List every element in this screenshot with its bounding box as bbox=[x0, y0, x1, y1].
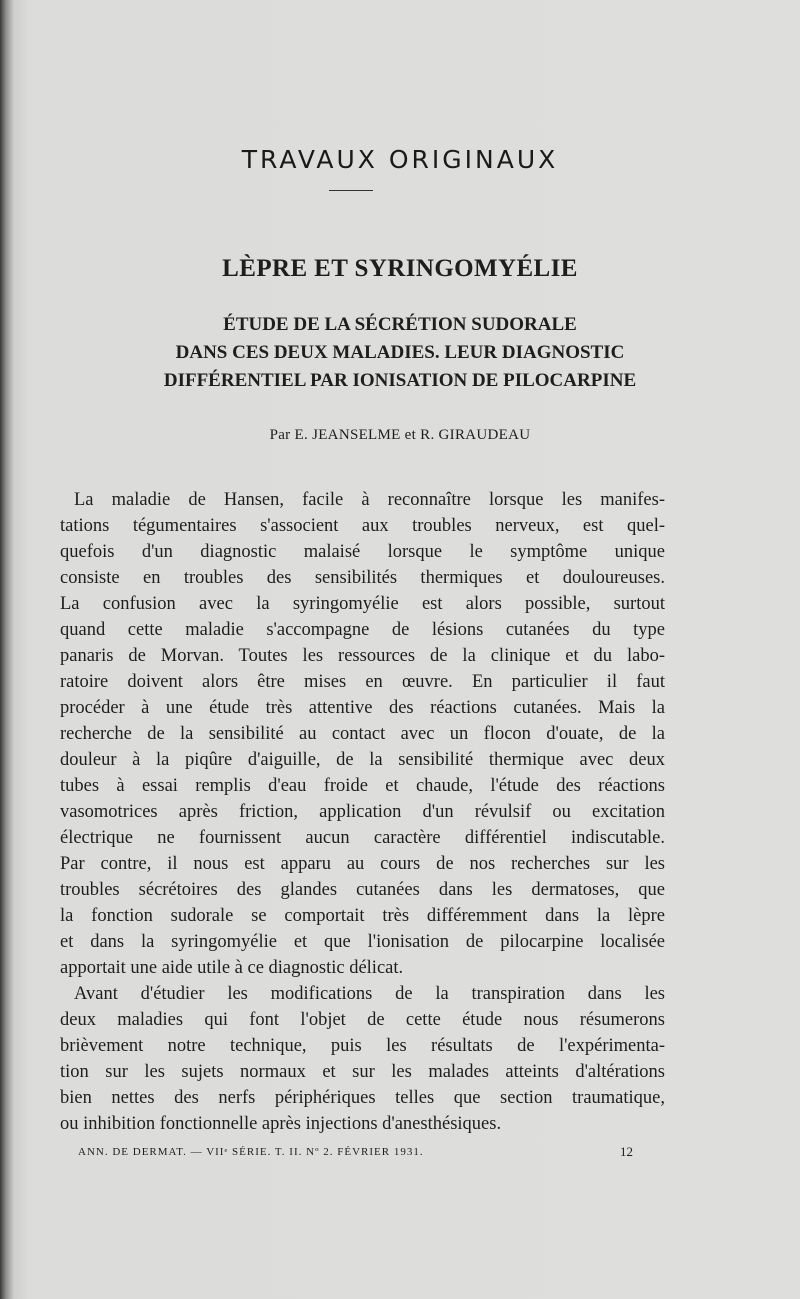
article-title: LÈPRE ET SYRINGOMYÉLIE bbox=[222, 255, 578, 282]
header-rule bbox=[329, 190, 373, 191]
section-header: TRAVAUX ORIGINAUX bbox=[241, 145, 559, 174]
body-line: panaris de Morvan. Toutes les ressources de la clinique et du labo- bbox=[60, 646, 665, 666]
body-line: Avant d'étudier les modifications de la transpiration dans les bbox=[74, 984, 665, 1004]
article-authors: Par E. JEANSELME et R. GIRAUDEAU bbox=[269, 427, 531, 443]
subtitle-line: DIFFÉRENTIEL PAR IONISATION DE PILOCARPINE bbox=[163, 370, 637, 391]
body-line: procéder à une étude très attentive des réactions cutanées. Mais la bbox=[60, 698, 665, 718]
body-line: recherche de la sensibilité au contact avec un flocon d'ouate, de la bbox=[60, 724, 665, 744]
body-line: électrique ne fournissent aucun caractère différentiel indiscutable. bbox=[60, 828, 665, 848]
journal-citation: ANN. DE DERMAT. — VIIᵉ SÉRIE. T. II. Nº 2. FÉVRIER 1931. bbox=[78, 1146, 424, 1158]
body-line: bien nettes des nerfs périphériques telles que section traumatique, bbox=[60, 1088, 665, 1108]
article-body bbox=[60, 487, 665, 1137]
subtitle-line: DANS CES DEUX MALADIES. LEUR DIAGNOSTIC bbox=[175, 342, 625, 363]
body-line: La maladie de Hansen, facile à reconnaître lorsque les manifes- bbox=[74, 490, 665, 510]
subtitle-line: ÉTUDE DE LA SÉCRÉTION SUDORALE bbox=[223, 314, 577, 335]
body-line: quand cette maladie s'accompagne de lésions cutanées du type bbox=[60, 620, 665, 640]
body-line: Par contre, il nous est apparu au cours de nos recherches sur les bbox=[60, 854, 665, 874]
page-number: 12 bbox=[620, 1144, 633, 1159]
paragraph-1 bbox=[60, 487, 665, 981]
body-line: vasomotrices après friction, application d'un révulsif ou excitation bbox=[60, 802, 665, 822]
body-line: tion sur les sujets normaux et sur les malades atteints d'altérations bbox=[60, 1062, 665, 1082]
body-line: douleur à la piqûre d'aiguille, de la sensibilité thermique avec deux bbox=[60, 750, 665, 770]
body-line: ou inhibition fonctionnelle après injections d'anesthésiques. bbox=[60, 1114, 502, 1134]
body-line: ratoire doivent alors être mises en œuvre. En particulier il faut bbox=[60, 672, 665, 692]
body-line: la fonction sudorale se comportait très différemment dans la lèpre bbox=[60, 906, 665, 926]
body-line: troubles sécrétoires des glandes cutanées dans les dermatoses, que bbox=[60, 880, 665, 900]
body-line: deux maladies qui font l'objet de cette étude nous résumerons bbox=[60, 1010, 665, 1030]
body-line: tations tégumentaires s'associent aux troubles nerveux, est quel- bbox=[60, 516, 665, 536]
article-subtitle bbox=[0, 311, 800, 395]
paragraph-2 bbox=[60, 981, 665, 1137]
body-line: apportait une aide utile à ce diagnostic délicat. bbox=[60, 958, 404, 978]
body-line: consiste en troubles des sensibilités thermiques et douloureuses. bbox=[60, 568, 665, 588]
body-line: La confusion avec la syringomyélie est alors possible, surtout bbox=[60, 594, 665, 614]
body-line: et dans la syringomyélie et que l'ionisation de pilocarpine localisée bbox=[60, 932, 665, 952]
body-line: quefois d'un diagnostic malaisé lorsque le symptôme unique bbox=[60, 542, 665, 562]
body-line: brièvement notre technique, puis les résultats de l'expérimenta- bbox=[60, 1036, 665, 1056]
body-line: tubes à essai remplis d'eau froide et chaude, l'étude des réactions bbox=[60, 776, 665, 796]
